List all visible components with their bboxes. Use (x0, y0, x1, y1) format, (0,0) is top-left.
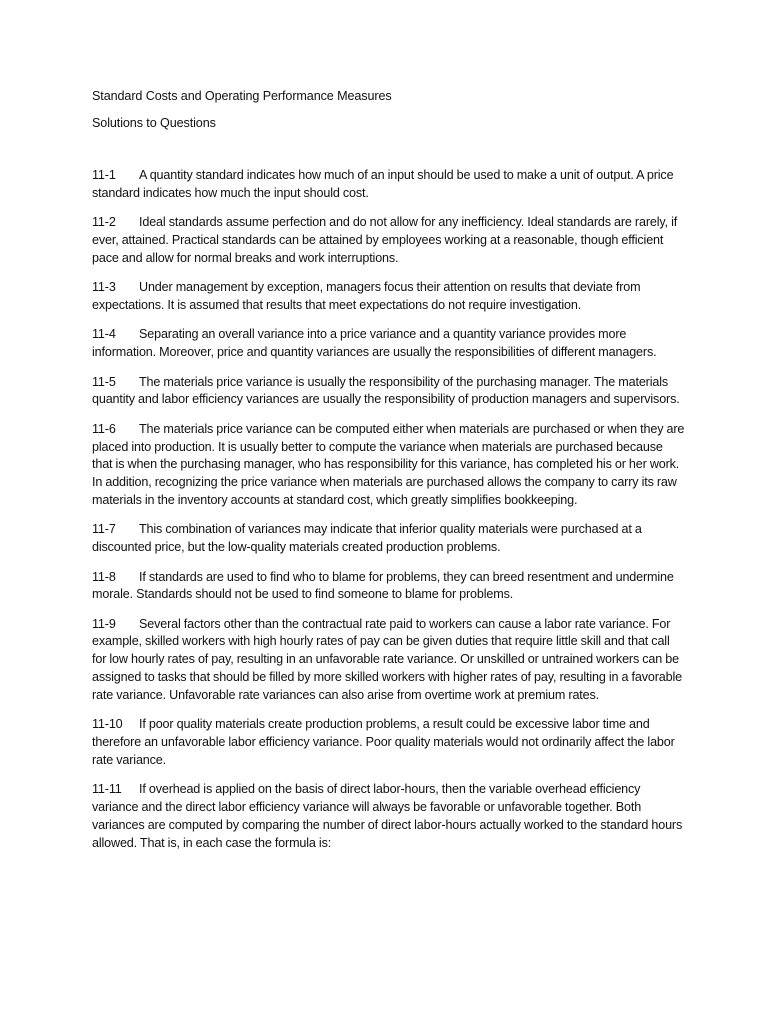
question-item (92, 616, 686, 705)
question-text: If standards are used to find who to blame for problems, they can breed resentment and undermine morale. Standards should not be used to find someone to blame for problems. (92, 569, 674, 602)
question-text: If poor quality materials create production problems, a result could be excessive labor time and therefore an unfavorable labor efficiency variance. Poor quality materials would not ordinarily affect the labor rate variance. (92, 717, 675, 767)
page-title: Standard Costs and Operating Performance Measures (92, 89, 392, 103)
question-item (92, 781, 686, 852)
question-text: Several factors other than the contractual rate paid to workers can cause a labor rate variance. For example, skilled workers with high hourly rates of pay can be given duties that require little skill and that call for low hourly rates of pay, resulting in an unfavorable rate variance. Or unskilled or untrained workers can be assigned to tasks that should be filled by more skilled workers with higher rates of pay, resulting in a favorable rate variance. Unfavorable rate variances can also arise from overtime work at premium rates. (92, 616, 682, 702)
question-item (92, 521, 686, 557)
question-text: If overhead is applied on the basis of direct labor-hours, then the variable overhead efficiency variance and the direct labor efficiency variance will always be favorable or unfavorable together. Both variances are computed by comparing the number of direct labor-hours actually worked to the standard hours allowed. That is, in each case the formula is: (92, 782, 683, 850)
question-number: 11-5 (92, 374, 116, 389)
question-number: 11-4 (92, 327, 116, 342)
question-item (92, 326, 686, 362)
question-text: Ideal standards assume perfection and do not allow for any inefficiency. Ideal standards are rarely, if ever, attained. Practical standards can be attained by employees working at a reasonable, though efficient pace and allow for normal breaks and work interruptions. (92, 215, 678, 265)
question-item (92, 569, 686, 605)
question-item (92, 374, 686, 410)
question-text: The materials price variance is usually the responsibility of the purchasing manager. The materials quantity and labor efficiency variances are usually the responsibility of production managers and supervisors. (92, 374, 680, 407)
question-item (92, 421, 686, 510)
question-number: 11-7 (92, 522, 116, 537)
question-item (92, 279, 686, 315)
question-number: 11-3 (92, 280, 116, 295)
question-text: The materials price variance can be computed either when materials are purchased or when they are placed into production. It is usually better to compute the variance when materials are purchased because that is when the purchasing manager, who has responsibility for this variance, has completed his or her work. In addition, recognizing the price variance when materials are purchased allows the company to carry its raw materials in the inventory accounts at standard cost, which greatly simplifies bookkeeping. (92, 421, 685, 507)
question-item (92, 716, 686, 769)
question-item (92, 167, 686, 203)
question-number: 11-1 (92, 168, 116, 182)
question-item (92, 214, 686, 267)
page-subtitle: Solutions to Questions (92, 116, 216, 130)
question-number: 11-10 (92, 717, 123, 732)
question-text: Under management by exception, managers focus their attention on results that deviate from expectations. It is assumed that results that meet expectations do not require investigation. (92, 280, 641, 312)
question-number: 11-2 (92, 215, 116, 230)
question-number: 11-9 (92, 616, 116, 631)
question-text: A quantity standard indicates how much of an input should be used to make a unit of output. A price standard indicates how much the input should cost. (92, 168, 674, 200)
question-number: 11-11 (92, 782, 122, 797)
question-text: Separating an overall variance into a price variance and a quantity variance provides more information. Moreover, price and quantity variances are usually the responsibilities of different managers. (92, 327, 657, 360)
question-number: 11-6 (92, 421, 116, 436)
question-text: This combination of variances may indicate that inferior quality materials were purchased at a discounted price, but the low-quality materials created production problems. (92, 522, 642, 555)
question-list (92, 167, 686, 864)
question-number: 11-8 (92, 569, 116, 584)
